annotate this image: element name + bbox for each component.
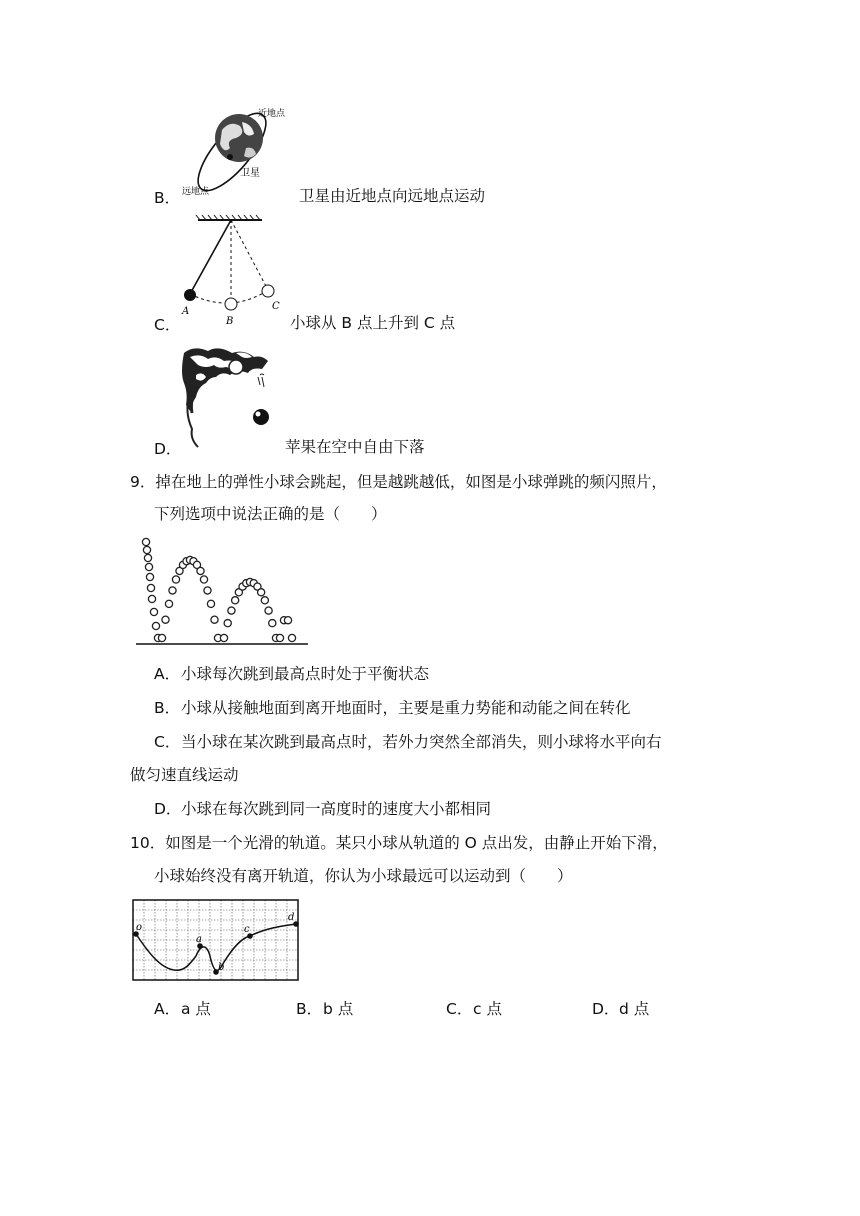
option-text: 小球从接触地面到离开地面时，主要是重力势能和动能之间在转化	[181, 699, 631, 717]
option-label: D．	[592, 1000, 620, 1018]
option-text: a 点	[181, 1000, 211, 1018]
ball-image	[265, 607, 272, 614]
option-text: d 点	[619, 1000, 650, 1018]
track-figure	[130, 896, 304, 984]
track-point-d: d	[288, 912, 295, 923]
option-label: D．	[154, 440, 182, 458]
option-text: 做匀速直线运动	[130, 766, 239, 784]
ball-image	[288, 634, 295, 641]
ball-image	[228, 607, 235, 614]
option-label: A．	[154, 1000, 181, 1018]
question-10-stem: 10．如图是一个光滑的轨道。某只小球从轨道的 O 点出发，由静止开始下滑，	[130, 834, 668, 852]
track-point-c: c	[244, 924, 250, 935]
pendulum-figure	[178, 214, 288, 326]
ball-image	[169, 587, 176, 594]
option-label: B．	[154, 699, 181, 717]
ball-image	[144, 554, 151, 561]
point-a-label: A	[182, 306, 190, 317]
option-label: A．	[154, 665, 181, 683]
track-point-o: o	[136, 922, 143, 933]
ball-image	[150, 608, 157, 615]
ball-image	[148, 595, 155, 602]
option-label: B．	[296, 1000, 323, 1018]
question-9-stem: 9．掉在地上的弹性小球会跳起，但是越跳越低，如图是小球弹跳的频闪照片，	[130, 473, 667, 491]
far-point-label: 远地点	[182, 187, 210, 197]
ball-image	[145, 563, 152, 570]
ball-image	[232, 597, 239, 604]
bouncing-ball-photo	[136, 536, 310, 648]
ball-image	[158, 634, 165, 641]
satellite-orbit-figure	[180, 100, 286, 200]
ball-image	[207, 600, 214, 607]
ball-image	[220, 634, 227, 641]
ball-image	[142, 538, 149, 545]
point-c-label: C	[272, 301, 280, 312]
ball-image	[261, 597, 268, 604]
ball-image	[165, 600, 172, 607]
ball-image	[152, 622, 159, 629]
ball-image	[224, 620, 231, 627]
option-text: 小球每次跳到最高点时处于平衡状态	[181, 665, 430, 683]
near-point-label: 近地点	[258, 109, 286, 119]
track-point-a: a	[196, 934, 202, 945]
ball-image	[258, 589, 265, 596]
ball-image	[211, 616, 218, 623]
ball-image	[197, 567, 204, 574]
ball-image	[200, 576, 207, 583]
ball-image	[269, 620, 276, 627]
option-text: 小球在每次跳到同一高度时的速度大小都相同	[181, 800, 492, 818]
satellite-label: 卫星	[240, 168, 260, 179]
option-label: C．	[154, 733, 181, 751]
option-text: 当小球在某次跳到最高点时，若外力突然全部消失，则小球将水平向右	[181, 733, 662, 751]
question-10-stem: 小球始终没有离开轨道，你认为小球最远可以运动到（ ）	[154, 867, 573, 885]
option-text: 小球从 B 点上升到 C 点	[290, 314, 456, 332]
apple-tree-figure	[180, 345, 285, 447]
option-label: D．	[154, 800, 182, 818]
ball-image	[284, 617, 291, 624]
option-text: 苹果在空中自由下落	[285, 438, 425, 456]
option-label: B．	[154, 189, 181, 207]
ball-image	[276, 634, 283, 641]
option-text: c 点	[473, 1000, 502, 1018]
point-b-label: B	[226, 316, 234, 327]
ball-image	[172, 576, 179, 583]
option-text: b 点	[323, 1000, 354, 1018]
ball-image	[162, 616, 169, 623]
option-label: C．	[446, 1000, 473, 1018]
ball-image	[204, 587, 211, 594]
ball-image	[147, 584, 154, 591]
option-text: 卫星由近地点向远地点运动	[299, 187, 486, 205]
option-label: C．	[154, 316, 181, 334]
ball-image	[146, 573, 153, 580]
track-point-b: b	[218, 962, 225, 973]
ball-image	[143, 546, 150, 553]
question-9-stem: 下列选项中说法正确的是（ ）	[154, 505, 387, 523]
